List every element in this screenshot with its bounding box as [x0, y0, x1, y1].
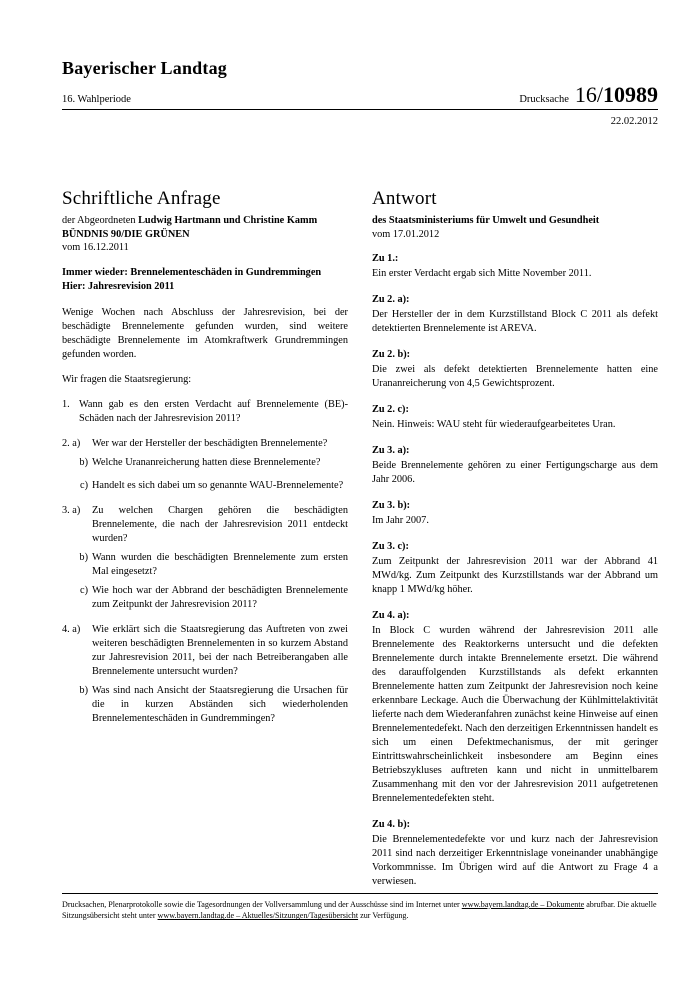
question-item [62, 504, 348, 546]
header-divider [62, 109, 658, 110]
answer-block [372, 403, 658, 432]
answer-label: Zu 2. c): [372, 403, 409, 415]
right-byline-text: des Staatsministeriums für Umwelt und Gesundheit [372, 215, 600, 226]
footer-divider [62, 893, 658, 894]
question-subnumber: b) [79, 551, 88, 563]
wahlperiode-label: 16. Wahlperiode [62, 94, 131, 105]
question-subitem [62, 479, 348, 493]
question-subtext: Welche Urananreicherung hatten diese Brennelemente? [92, 456, 321, 468]
answer-text: Ein erster Verdacht ergab sich Mitte November 2011. [372, 267, 592, 279]
drucksache-number [575, 82, 658, 108]
answer-text: In Block C wurden während der Jahresrevision 2011 alle Brennelemente des Reaktorkerns untersucht und die defekten Brennelemente durch intakte Brennelemente ersetzt. Die während des darauffolgenden Kurzstillstands als defekt erkannten Brennelemente hatten zum Zeitpunkt der Jahresrevision noch keine erkennbare Leckage. Auch die Überwachung der Kühlmittelaktivität lieferte nach dem Wiederanfahren zunächst keine Hinweise auf einen Brennelementedefekt. Nach den derzeitigen Erkenntnissen handelt es sich um einen Defektmechanismus, der mit geringer Eintrittswahrscheinlichkeit insbesondere am Beginn eines Betriebszykluses auftreten kann und nicht in unmittelbarem Zusammenhang mit den vor der Jahresrevision 2011 aufgetretenen Brennelementedefekten steht. [372, 624, 658, 804]
question-number: 2. a) [62, 437, 81, 449]
drucksache-block [519, 82, 658, 108]
question-subnumber: c) [80, 479, 88, 491]
right-title: Antwort [372, 188, 437, 209]
answer-label: Zu 3. b): [372, 499, 411, 511]
left-byline [62, 214, 348, 241]
content-columns [62, 188, 658, 889]
answer-label: Zu 2. a): [372, 293, 410, 305]
document-footer [62, 893, 658, 922]
institution-title: Bayerischer Landtag [62, 58, 227, 78]
answer-text: Die Brennelementedefekte vor und kurz nach der Jahresrevision 2011 sind nach derzeitiger Erkenntnislage voneinander unabhängige Vorkommnisse. Im Übrigen wird auf die Antwort zu Frage 4 a verwiesen. [372, 833, 658, 887]
question-subtext: Wie hoch war der Abbrand der beschädigten Brennelemente zum Zeitpunkt der Jahresrevision 2011? [92, 584, 348, 610]
answer-label: Zu 2. b): [372, 348, 411, 360]
question-item [62, 437, 348, 451]
question-subtext: Handelt es sich dabei um so genannte WAU-Brennelemente? [92, 479, 344, 491]
header-meta-row [62, 82, 658, 108]
question-text: Zu welchen Chargen gehören die beschädigten Brennelemente, die nach der Jahresrevision 2011 entdeckt wurden? [92, 504, 348, 544]
right-byline-date: vom 17.01.2012 [372, 228, 440, 240]
answer-block [372, 293, 658, 336]
answer-block [372, 499, 658, 528]
answer-label: Zu 4. b): [372, 818, 411, 830]
question-list [62, 398, 348, 726]
answer-block [372, 444, 658, 487]
answer-label: Zu 3. c): [372, 540, 409, 552]
answer-text: Nein. Hinweis: WAU steht für wiederaufgearbeitetes Uran. [372, 418, 616, 430]
question-subitem [62, 551, 348, 579]
question-subtext: Wann wurden die beschädigten Brennelemente zum ersten Mal eingesetzt? [92, 551, 348, 577]
document-header [62, 58, 658, 127]
left-ask-line: Wir fragen die Staatsregierung: [62, 373, 192, 385]
left-byline-names: Ludwig Hartmann und Christine Kamm BÜNDNIS 90/DIE GRÜNEN [62, 215, 318, 240]
footer-part1: Drucksachen, Plenarprotokolle sowie die Tagesordnungen der Vollversammlung und der Ausschüsse sind im Internet unter [62, 900, 462, 909]
question-group [62, 437, 348, 493]
left-byline-prefix: der Abgeordneten [62, 215, 139, 226]
drucksache-id: 10989 [603, 82, 658, 107]
question-subnumber: c) [80, 584, 88, 596]
footer-part2: abrufbar. Die aktuelle Sitzungsübersicht steht unter [62, 900, 657, 921]
answer-text: Zum Zeitpunkt der Jahresrevision 2011 war der Abbrand 41 MWd/kg. Zum Zeitpunkt des Kurzstillstands war der Abbrand um knapp 1 MWd/kg höher. [372, 555, 658, 595]
question-subitem [62, 584, 348, 612]
footer-link-tagesuebersicht[interactable]: www.bayern.landtag.de – Aktuelles/Sitzungen/Tagesübersicht [157, 911, 359, 921]
question-text: Wer war der Hersteller der beschädigten Brennelemente? [92, 437, 328, 449]
question-subitem [62, 456, 348, 470]
question-item [62, 398, 348, 426]
answer-text: Im Jahr 2007. [372, 514, 429, 526]
answer-block [372, 609, 658, 806]
left-topic-line2: Hier: Jahresrevision 2011 [62, 280, 175, 292]
footer-note [62, 899, 658, 922]
question-subtext: Was sind nach Ansicht der Staatsregierung die Ursachen für die in kurzen Abständen sich wiederholenden Brennelementeschäden in Gundremmingen? [92, 684, 348, 724]
question-subitem [62, 684, 348, 726]
question-group [62, 504, 348, 612]
question-number: 1. [62, 398, 70, 410]
answer-text: Beide Brennelemente gehören zu einer Fertigungscharge aus dem Jahr 2006. [372, 459, 658, 485]
footer-link-dokumente[interactable]: www.bayern.landtag.de – Dokumente [461, 900, 585, 909]
answer-label: Zu 3. a): [372, 444, 410, 456]
left-column [62, 188, 348, 889]
left-byline-date: vom 16.12.2011 [62, 242, 129, 254]
answer-block [372, 540, 658, 597]
question-subnumber: b) [79, 456, 88, 468]
answer-block [372, 348, 658, 391]
question-text: Wann gab es den ersten Verdacht auf Brennelemente (BE)-Schäden nach der Jahresrevision 2011? [79, 398, 348, 424]
answer-text: Der Hersteller der in dem Kurzstillstand Block C 2011 als defekt detektierten Brennelemente ist AREVA. [372, 308, 658, 334]
left-title: Schriftliche Anfrage [62, 188, 221, 209]
answer-label: Zu 4. a): [372, 609, 410, 621]
question-number: 4. a) [62, 623, 81, 635]
answer-block [372, 252, 658, 281]
right-column [372, 188, 658, 889]
answer-label: Zu 1.: [372, 252, 399, 264]
drucksache-label: Drucksache [519, 94, 569, 105]
answer-block [372, 818, 658, 889]
footer-part3: zur Verfügung. [358, 911, 409, 921]
question-group [62, 398, 348, 426]
right-byline [372, 214, 658, 228]
question-text: Wie erklärt sich die Staatsregierung das Auftreten von zwei weiteren beschädigten Brennelementen in so kurzem Abstand zur Jahresrevision 2011, bei der nach Betreiberangaben alle Brennelemente untersucht wurden? [92, 623, 348, 677]
drucksache-prefix: 16/ [574, 82, 603, 107]
left-intro-paragraph: Wenige Wochen nach Abschluss der Jahresrevision, bei der beschädigte Brennelemente gefunden wurden, sind weitere beschädigte Brennelemente im Atomkraftwerk Grundremmingen gefunden worden. [62, 306, 348, 360]
answer-text: Die zwei als defekt detektierten Brennelemente hatten eine Urananreicherung von 4,5 Gewichtsprozent. [372, 363, 658, 389]
question-number: 3. a) [62, 504, 81, 516]
question-subnumber: b) [79, 684, 88, 696]
question-group [62, 623, 348, 726]
left-topic-line1: Immer wieder: Brennelementeschäden in Gundremmingen [62, 267, 322, 279]
document-date: 22.02.2012 [610, 116, 658, 127]
question-item [62, 623, 348, 679]
